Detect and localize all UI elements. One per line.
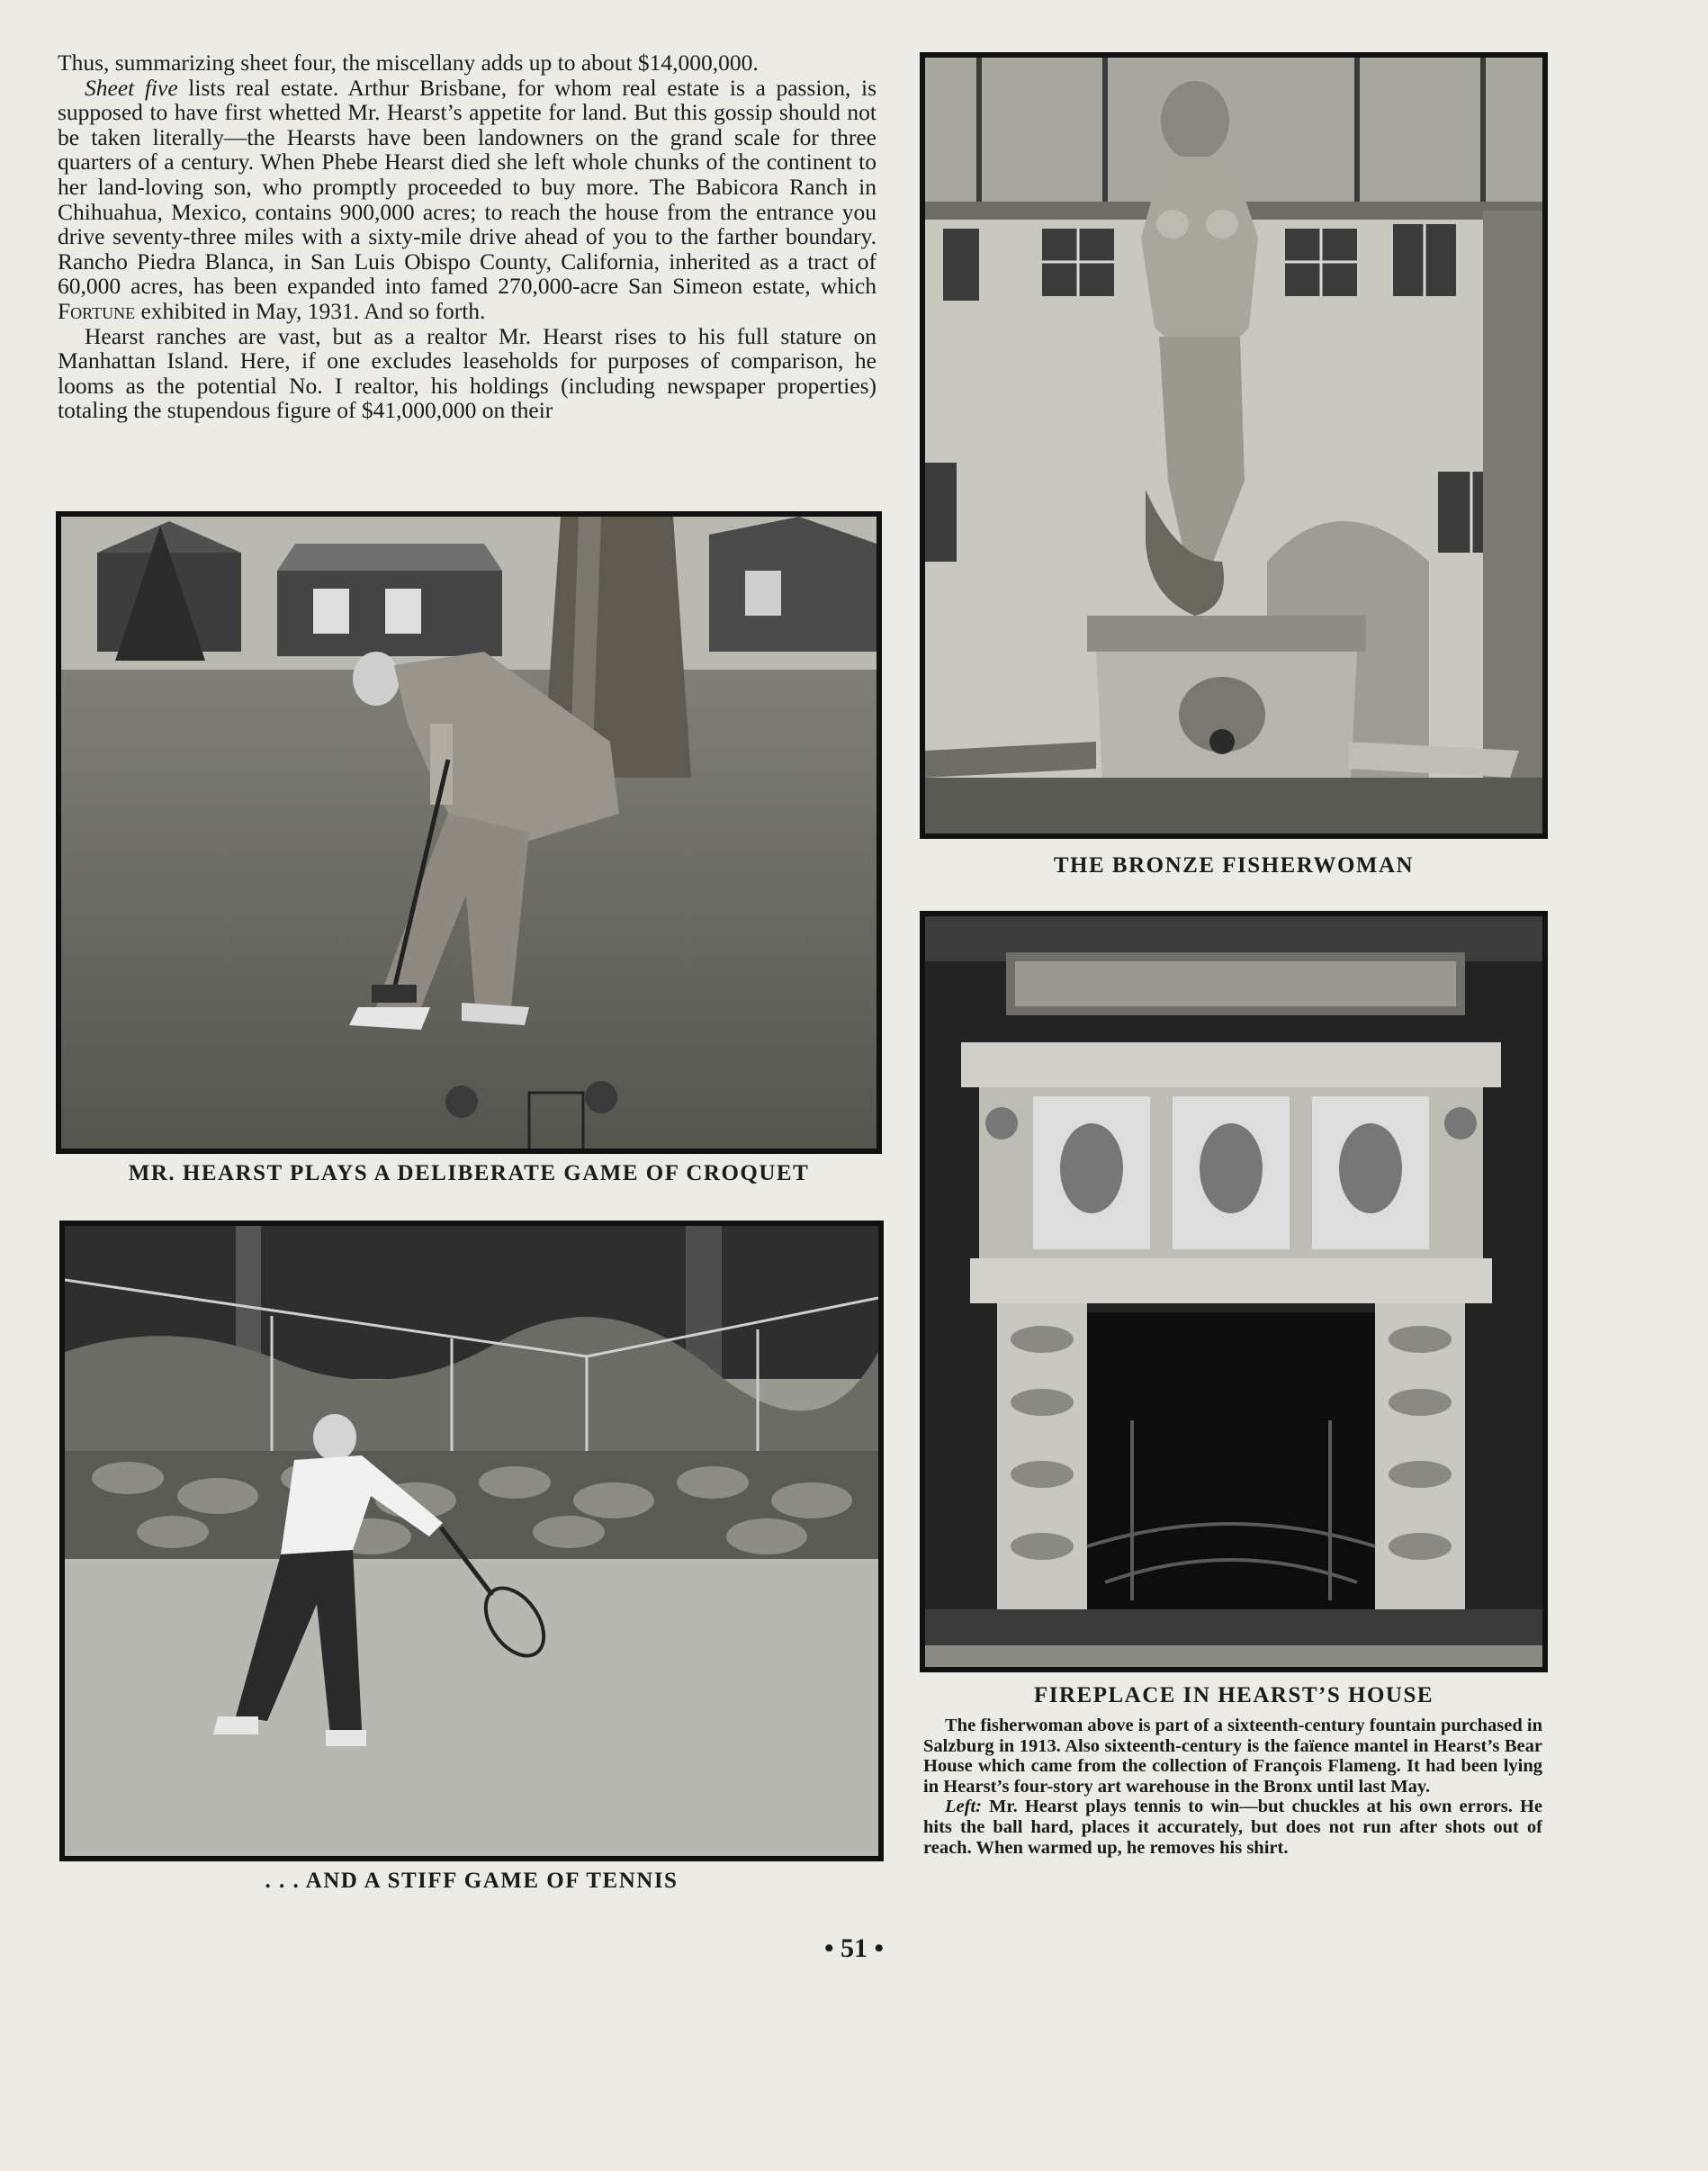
tennis-photo xyxy=(59,1221,884,1861)
page-number: • 51 • xyxy=(823,1933,884,1963)
fireplace-photo xyxy=(920,911,1548,1672)
magazine-name: Fortune xyxy=(58,297,136,324)
croquet-photo xyxy=(56,511,882,1154)
article-paragraph-2: Sheet five lists real estate. Arthur Brisbane, for whom real estate is a passion, is supposed to have first whetted Mr. Hearst’s appetite for land. But this gossip should not be taken literally—the Hearsts have been landowners on the grand scale for three quarters of a century. When Phebe Hearst died she left whole chunks of the continent to her land-loving son, who promptly proceeded to buy more. The Babicora Ranch in Chihuahua, Mexico, contains 900,000 acres; to reach the house from the entrance you drive seventy-three miles with a sixty-mile drive ahead of you to the farther boundary. Rancho Piedra Blanca, in San Luis Obispo County, California, inherited as a tract of 60,000 acres, has been expanded into famed 270,000-acre San Simeon estate, which Fortune exhibited in May, 1931. And so forth. xyxy=(58,74,876,324)
tennis-caption: . . . AND A STIFF GAME OF TENNIS xyxy=(265,1869,679,1893)
article-text xyxy=(58,50,876,423)
fisherwoman-caption: THE BRONZE FISHERWOMAN xyxy=(1053,853,1415,878)
article-paragraph-3: Hearst ranches are vast, but as a realtor Mr. Hearst rises to his full stature on Manhattan Island. Here, if one excludes leaseholds for purposes of comparison, he looms as the potential No. I realtor, his holdings (including newspaper properties) totaling the stupendous figure of $41,000,000 on their xyxy=(58,322,876,424)
sheet-five-lead: Sheet five xyxy=(85,74,178,101)
note-paragraph-1: The fisherwoman above is part of a sixteenth-century fountain purchased in Salzburg in 1913. Also sixteenth-century is the faïence mantel in Hearst’s Bear House which came from the collection of François Flameng. It had been lying in Hearst’s four-story art warehouse in the Bronx until last May. xyxy=(923,1716,1542,1797)
fireplace-caption: FIREPLACE IN HEARST’S HOUSE xyxy=(1033,1683,1434,1707)
note-left-lead: Left: xyxy=(945,1797,982,1817)
fisherwoman-photo xyxy=(920,52,1548,839)
note-paragraph-2: Left: Mr. Hearst plays tennis to win—but chuckles at his own errors. He hits the ball hard, places it accurately, but does not run after shots out of reach. When warmed up, he removes his shirt. xyxy=(923,1797,1542,1858)
article-paragraph-1: Thus, summarizing sheet four, the miscellany adds up to about $14,000,000. xyxy=(58,50,759,76)
croquet-caption: MR. HEARST PLAYS A DELIBERATE GAME OF CROQUET xyxy=(128,1161,810,1185)
photo-note xyxy=(923,1716,1542,1858)
